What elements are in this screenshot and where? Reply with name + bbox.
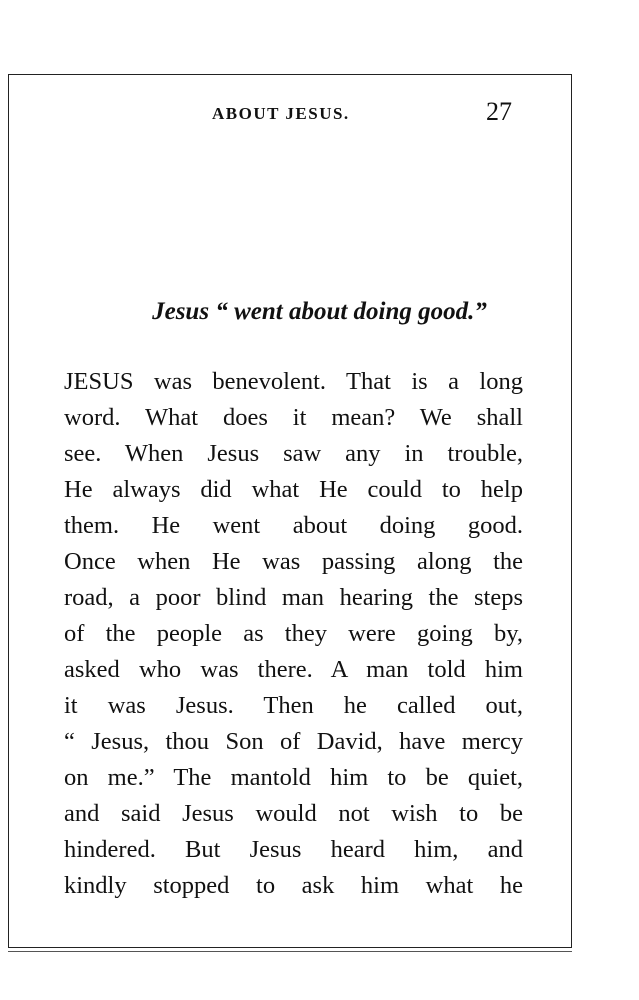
text-line: He always did what He could to help (64, 476, 523, 503)
text-line: on me.” The mantold him to be quiet, (64, 764, 523, 791)
text-line: kindly stopped to ask him what he (64, 872, 523, 899)
text-line: road, a poor blind man hearing the steps (64, 584, 523, 611)
text-line: them. He went about doing good. (64, 512, 523, 539)
text-line: Once when He was passing along the (64, 548, 523, 575)
text-line: of the people as they were going by, (64, 620, 523, 647)
running-head (0, 97, 639, 130)
page-border-bottom-rule (8, 951, 572, 952)
body-paragraph (64, 364, 523, 904)
text-line: word. What does it mean? We shall (64, 404, 523, 431)
text-line: asked who was there. A man told him (64, 656, 523, 683)
text-line: JESUS was benevolent. That is a long (64, 368, 523, 395)
text-line: it was Jesus. Then he called out, (64, 692, 523, 719)
page-number: 27 (486, 97, 512, 126)
section-heading: Jesus “ went about doing good.” (152, 298, 487, 325)
text-line: “ Jesus, thou Son of David, have mercy (64, 728, 523, 755)
text-line: hindered. But Jesus heard him, and (64, 836, 523, 863)
text-line: see. When Jesus saw any in trouble, (64, 440, 523, 467)
running-title: ABOUT JESUS. (212, 104, 350, 123)
text-line: and said Jesus would not wish to be (64, 800, 523, 827)
